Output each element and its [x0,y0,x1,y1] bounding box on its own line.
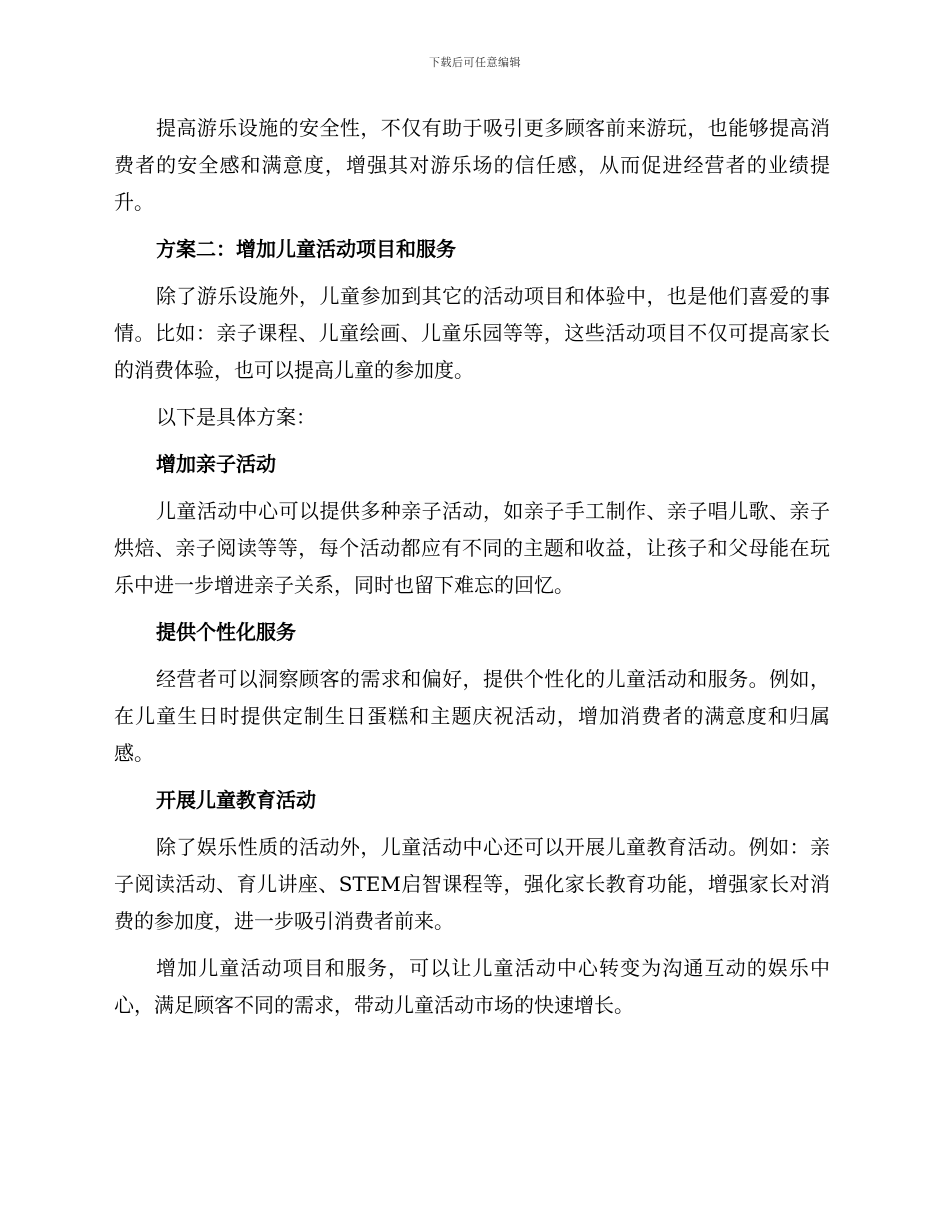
paragraph-activities-intro: 除了游乐设施外，儿童参加到其它的活动项目和体验中，也是他们喜爱的事情。比如：亲子课程、儿童绘画、儿童乐园等等，这些活动项目不仅可提高家长的消费体验，也可以提高儿童的参加度。 [114,284,830,382]
heading-personalized-service: 提供个性化服务 [156,620,296,644]
heading-education-activities: 开展儿童教育活动 [156,788,316,812]
heading-plan-two: 方案二：增加儿童活动项目和服务 [156,237,456,261]
paragraph-plan-lead: 以下是具体方案： [156,405,316,429]
paragraph-safety-benefit: 提高游乐设施的安全性，不仅有助于吸引更多顾客前来游玩，也能够提高消费者的安全感和满意度，增强其对游乐场的信任感，从而促进经营者的业绩提升。 [114,116,830,214]
paragraph-education-activities: 除了娱乐性质的活动外，儿童活动中心还可以开展儿童教育活动。例如：亲子阅读活动、育儿讲座、STEM启智课程等，强化家长教育功能，增强家长对消费的参加度，进一步吸引消费者前来。 [114,835,830,933]
paragraph-personalized-service: 经营者可以洞察顾客的需求和偏好，提供个性化的儿童活动和服务。例如，在儿童生日时提供定制生日蛋糕和主题庆祝活动，增加消费者的满意度和归属感。 [114,667,830,765]
header-note: 下载后可任意编辑 [429,56,521,69]
paragraph-conclusion: 增加儿童活动项目和服务，可以让儿童活动中心转变为沟通互动的娱乐中心，满足顾客不同的需求，带动儿童活动市场的快速增长。 [114,956,830,1017]
paragraph-parent-child-activities: 儿童活动中心可以提供多种亲子活动，如亲子手工制作、亲子唱儿歌、亲子烘焙、亲子阅读等等，每个活动都应有不同的主题和收益，让孩子和父母能在玩乐中进一步增进亲子关系，同时也留下难忘的回忆。 [114,499,830,597]
heading-parent-child-activities: 增加亲子活动 [156,452,276,476]
document-body [114,110,830,1034]
